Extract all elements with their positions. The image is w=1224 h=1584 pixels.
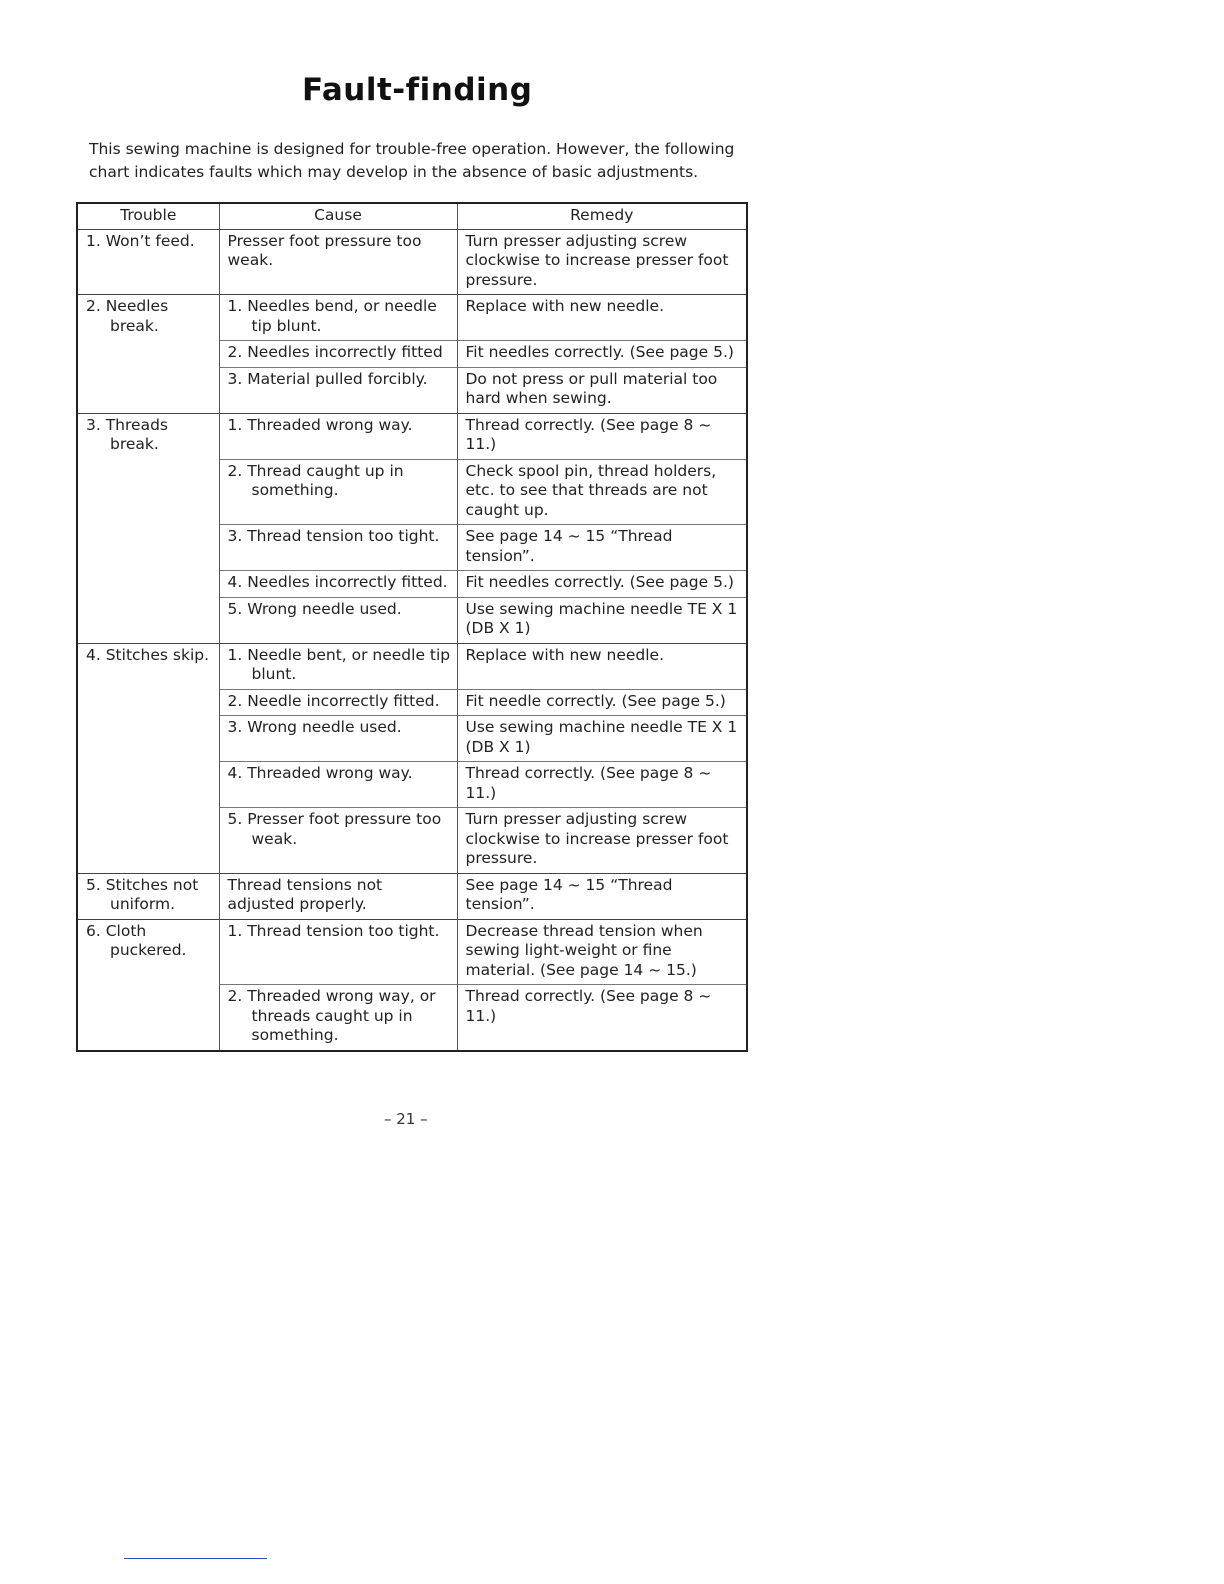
- trouble-cell: [77, 873, 219, 919]
- fault-finding-table: [76, 202, 748, 1052]
- remedy-cell: [457, 367, 747, 413]
- cause-cell: [219, 413, 457, 459]
- cause-text: 1. Needle bent, or needle tip blunt.: [227, 645, 451, 683]
- table-row: [77, 643, 747, 689]
- cause-cell: [219, 689, 457, 716]
- remedy-text: Decrease thread tension when sewing light-weight or fine material. (See page 14 ~ 15.): [465, 921, 703, 979]
- remedy-cell: [457, 295, 747, 341]
- cause-text: 3. Wrong needle used.: [227, 718, 402, 736]
- trouble-text: 5. Stitches not uniform.: [86, 875, 199, 913]
- remedy-text: Use sewing machine needle TE X 1 (DB X 1): [465, 599, 738, 637]
- cause-cell: [219, 367, 457, 413]
- cause-text: 2. Needle incorrectly fitted.: [227, 691, 440, 710]
- cause-cell: [219, 571, 457, 598]
- remedy-cell: [457, 597, 747, 643]
- cause-text: 4. Threaded wrong way.: [227, 764, 413, 782]
- cause-text: 4. Needles incorrectly fitted.: [227, 573, 448, 591]
- footer-rule: [124, 1558, 267, 1559]
- cause-cell: [219, 808, 457, 874]
- cause-text: Thread tensions not adjusted properly.: [227, 875, 383, 913]
- table-header-row: [77, 203, 747, 229]
- header-trouble: Trouble: [77, 203, 219, 229]
- trouble-text: 4. Stitches skip.: [86, 645, 210, 664]
- remedy-cell: [457, 341, 747, 368]
- remedy-cell: [457, 525, 747, 571]
- cause-text: 5. Wrong needle used.: [227, 599, 402, 618]
- remedy-cell: [457, 571, 747, 598]
- remedy-text: Check spool pin, thread holders, etc. to see that threads are not caught up.: [465, 461, 717, 519]
- trouble-text: 1. Won’t feed.: [86, 231, 195, 250]
- cause-cell: [219, 295, 457, 341]
- trouble-cell: [77, 229, 219, 295]
- page-title: Fault-finding: [302, 72, 533, 108]
- trouble-text: 3. Threads break.: [86, 415, 168, 453]
- remedy-cell: [457, 413, 747, 459]
- table-row: [77, 295, 747, 341]
- trouble-cell: [77, 643, 219, 873]
- cause-cell: [219, 229, 457, 295]
- cause-cell: [219, 873, 457, 919]
- table-row: [77, 919, 747, 985]
- header-cause: Cause: [219, 203, 457, 229]
- remedy-cell: [457, 643, 747, 689]
- cause-text: 2. Thread caught up in something.: [227, 461, 404, 499]
- table-row: [77, 229, 747, 295]
- table-row: [77, 873, 747, 919]
- remedy-cell: [457, 229, 747, 295]
- remedy-cell: [457, 459, 747, 525]
- trouble-cell: [77, 295, 219, 414]
- intro-paragraph: This sewing machine is designed for trouble-free operation. However, the following chart indicates faults which may develop in the absence of basic adjustments.: [89, 140, 735, 181]
- remedy-text: See page 14 ~ 15 “Thread tension”.: [465, 527, 673, 565]
- cause-cell: [219, 597, 457, 643]
- cause-text: 2. Needles incorrectly fitted: [227, 343, 443, 361]
- remedy-cell: [457, 985, 747, 1051]
- trouble-text: 2. Needles break.: [86, 297, 169, 335]
- cause-cell: [219, 643, 457, 689]
- remedy-text: See page 14 ~ 15 “Thread tension”.: [465, 875, 673, 913]
- remedy-cell: [457, 762, 747, 808]
- header-remedy: Remedy: [457, 203, 747, 229]
- cause-text: 1. Needles bend, or needle tip blunt.: [227, 297, 437, 335]
- table-row: [77, 413, 747, 459]
- remedy-text: Turn presser adjusting screw clockwise to increase presser foot pressure.: [465, 810, 729, 867]
- table-body: [77, 229, 747, 1051]
- trouble-text: 6. Cloth puckered.: [86, 921, 187, 959]
- remedy-cell: [457, 716, 747, 762]
- remedy-text: Replace with new needle.: [465, 645, 665, 664]
- remedy-text: Use sewing machine needle TE X 1 (DB X 1): [465, 718, 738, 756]
- remedy-text: Thread correctly. (See page 8 ~ 11.): [465, 764, 712, 802]
- remedy-text: Thread correctly. (See page 8 ~ 11.): [465, 415, 712, 453]
- cause-cell: [219, 919, 457, 985]
- cause-text: Presser foot pressure too weak.: [227, 231, 422, 269]
- remedy-text: Fit needles correctly. (See page 5.): [465, 573, 734, 591]
- cause-cell: [219, 341, 457, 368]
- cause-text: 1. Threaded wrong way.: [227, 415, 413, 434]
- cause-cell: [219, 525, 457, 571]
- remedy-cell: [457, 919, 747, 985]
- remedy-text: Fit needles correctly. (See page 5.): [465, 343, 734, 361]
- cause-text: 3. Material pulled forcibly.: [227, 369, 428, 388]
- cause-text: 3. Thread tension too tight.: [227, 527, 440, 545]
- cause-cell: [219, 985, 457, 1051]
- remedy-text: Replace with new needle.: [465, 297, 665, 315]
- remedy-text: Thread correctly. (See page 8 ~ 11.): [465, 987, 712, 1025]
- cause-text: 2. Threaded wrong way, or threads caught up in something.: [227, 987, 436, 1044]
- trouble-cell: [77, 919, 219, 1051]
- cause-text: 1. Thread tension too tight.: [227, 921, 440, 940]
- cause-text: 5. Presser foot pressure too weak.: [227, 810, 442, 848]
- page-number: – 21 –: [384, 1110, 428, 1128]
- trouble-cell: [77, 413, 219, 643]
- remedy-text: Fit needle correctly. (See page 5.): [465, 691, 726, 710]
- cause-cell: [219, 716, 457, 762]
- remedy-text: Do not press or pull material too hard when sewing.: [465, 369, 718, 407]
- remedy-cell: [457, 873, 747, 919]
- cause-cell: [219, 459, 457, 525]
- remedy-cell: [457, 689, 747, 716]
- remedy-text: Turn presser adjusting screw clockwise to increase presser foot pressure.: [465, 231, 729, 289]
- remedy-cell: [457, 808, 747, 874]
- cause-cell: [219, 762, 457, 808]
